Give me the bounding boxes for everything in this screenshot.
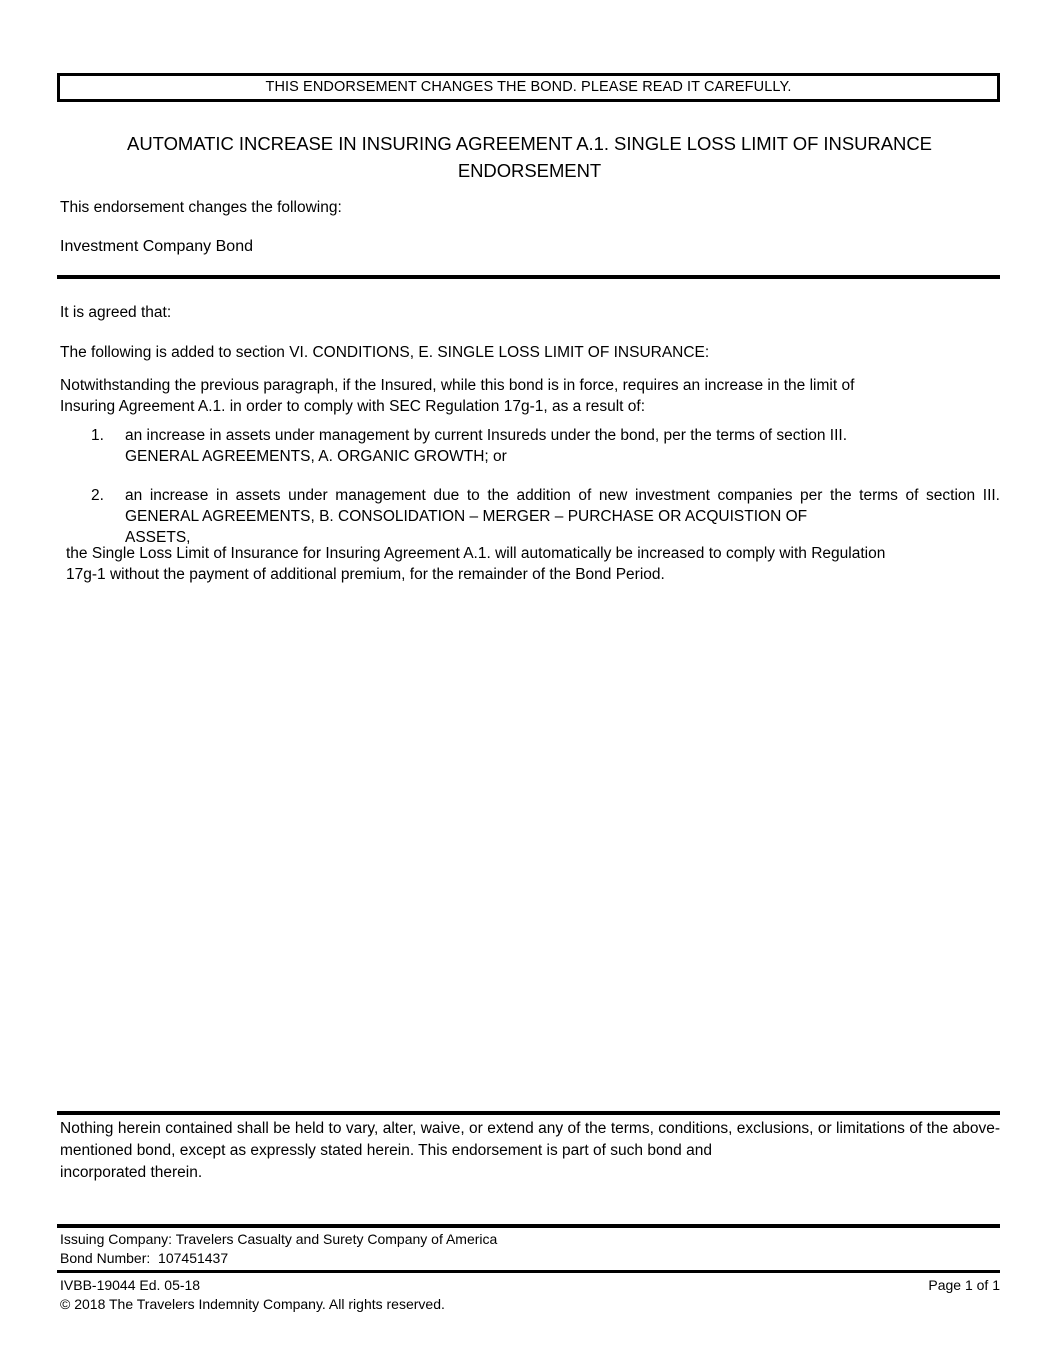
copyright-notice: © 2018 The Travelers Indemnity Company. All rights reserved.: [60, 1296, 445, 1312]
nothing-herein-text: Nothing herein contained shall be held to vary, alter, waive, or extend any of the terms, conditions, exclusions, or limitations of the above-mentioned bond, except as expressly stated herein. This endorsement is part of such bond and: [60, 1120, 1000, 1159]
list-item-text: an increase in assets under management due to the addition of new investment companies per the terms of section III. GENERAL AGREEMENTS, B. CONSOLIDATION – MERGER – PURCHASE OR ACQUISTION OF: [125, 487, 1000, 525]
notwithstanding-paragraph-text: Notwithstanding the previous paragraph, if the Insured, while this bond is in force, requires an increase in the limit of: [60, 377, 855, 394]
notwithstanding-paragraph-last-line: Insuring Agreement A.1. in order to comply with SEC Regulation 17g-1, as a result of:: [60, 398, 646, 415]
divider-above-body: [57, 275, 1000, 279]
list-item-marker: 2.: [91, 487, 104, 504]
bond-form-name: Investment Company Bond: [60, 238, 253, 255]
divider-above-closing: [57, 1111, 1000, 1115]
issuing-company-line: Issuing Company: Travelers Casualty and Surety Company of America: [60, 1231, 498, 1247]
list-item: [57, 425, 1000, 467]
page-content-area: [57, 0, 1000, 1365]
divider-above-form-footer: [57, 1270, 1000, 1273]
conclusion-paragraph-last-line: 17g-1 without the payment of additional premium, for the remainder of the Bond Period.: [66, 566, 665, 583]
list-item-marker: 1.: [91, 427, 104, 444]
form-number: IVBB-19044 Ed. 05-18: [60, 1277, 201, 1293]
list-item-text: an increase in assets under management by current Insureds under the bond, per the terms of section III.: [125, 427, 848, 444]
notwithstanding-paragraph: [60, 375, 1000, 417]
page-title: AUTOMATIC INCREASE IN INSURING AGREEMENT A.1. SINGLE LOSS LIMIT OF INSURANCE ENDORSEMENT: [127, 133, 932, 181]
bond-number-line: Bond Number: 107451437: [60, 1250, 229, 1266]
endorsement-notice-text: THIS ENDORSEMENT CHANGES THE BOND. PLEASE READ IT CAREFULLY.: [265, 79, 792, 96]
conclusion-paragraph: [66, 543, 1000, 585]
nothing-herein-last-line: incorporated therein.: [60, 1164, 203, 1181]
nothing-herein-paragraph: [60, 1118, 1000, 1184]
it-is-agreed-line: It is agreed that:: [60, 304, 172, 321]
list-item-text-last-line: GENERAL AGREEMENTS, A. ORGANIC GROWTH; or: [125, 448, 507, 465]
page-number: Page 1 of 1: [928, 1277, 1000, 1293]
conclusion-paragraph-text: the Single Loss Limit of Insurance for Insuring Agreement A.1. will automatically be increased to comply with Regulation: [66, 545, 886, 562]
list-item-text-last-line: ASSETS,: [125, 529, 191, 546]
added-to-section-line: The following is added to section VI. CONDITIONS, E. SINGLE LOSS LIMIT OF INSURANCE:: [60, 344, 710, 361]
list-item: [57, 485, 1000, 548]
endorsement-notice-box: [57, 73, 1000, 102]
intro-label: This endorsement changes the following:: [60, 199, 342, 216]
divider-above-issuing: [57, 1224, 1000, 1228]
